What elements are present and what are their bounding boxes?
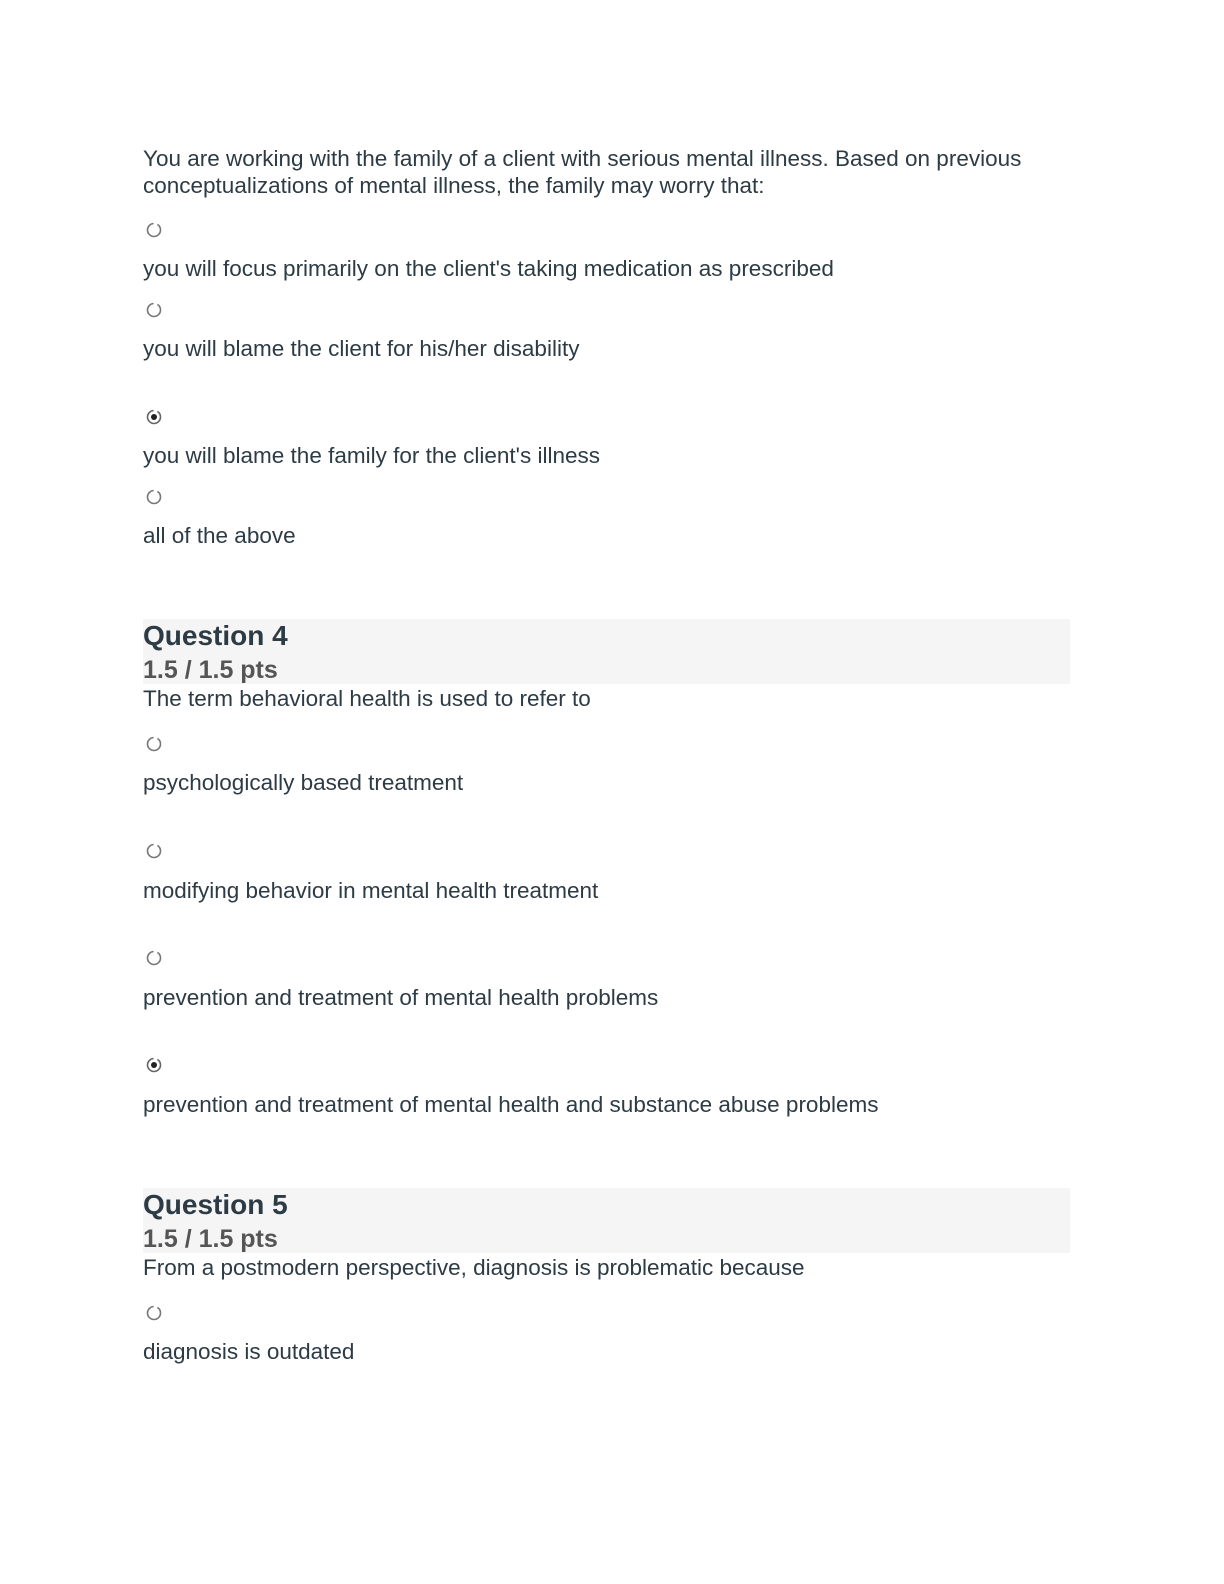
radio-unselected-icon[interactable] <box>145 487 165 507</box>
answer-option-label: you will blame the family for the client's illness <box>143 443 600 468</box>
answer-option-label: you will focus primarily on the client's taking medication as prescribed <box>143 256 834 281</box>
radio-unselected-icon[interactable] <box>145 734 165 754</box>
radio-unselected-icon[interactable] <box>145 948 165 968</box>
question-5-stem: From a postmodern perspective, diagnosis is problematic because <box>143 1255 805 1280</box>
radio-selected-icon[interactable] <box>145 1055 165 1075</box>
question-5-points: 1.5 / 1.5 pts <box>143 1225 278 1253</box>
answer-option-label: psychologically based treatment <box>143 770 464 795</box>
question-4-points: 1.5 / 1.5 pts <box>143 656 278 684</box>
radio-unselected-icon[interactable] <box>145 1303 165 1323</box>
question-4-stem: The term behavioral health is used to refer to <box>143 686 591 711</box>
radio-unselected-icon[interactable] <box>145 300 165 320</box>
answer-option-label: you will blame the client for his/her disability <box>143 336 580 361</box>
radio-unselected-icon[interactable] <box>145 841 165 861</box>
radio-unselected-icon[interactable] <box>145 220 165 240</box>
answer-option-label: diagnosis is outdated <box>143 1339 355 1364</box>
answer-option-label: all of the above <box>143 523 296 548</box>
answer-option-label: prevention and treatment of mental health and substance abuse problems <box>143 1092 879 1117</box>
radio-selected-icon[interactable] <box>145 407 165 427</box>
question-5-header <box>143 1188 1070 1253</box>
question-4-title: Question 4 <box>143 620 288 651</box>
answer-option-label: modifying behavior in mental health treatment <box>143 878 599 903</box>
question-3-stem: You are working with the family of a client with serious mental illness. Based on previous conceptualizations of mental illness, the family may worry that: <box>143 146 1022 198</box>
answer-option-label: prevention and treatment of mental health problems <box>143 985 659 1010</box>
question-5-title: Question 5 <box>143 1189 288 1220</box>
question-4-header <box>143 619 1070 684</box>
